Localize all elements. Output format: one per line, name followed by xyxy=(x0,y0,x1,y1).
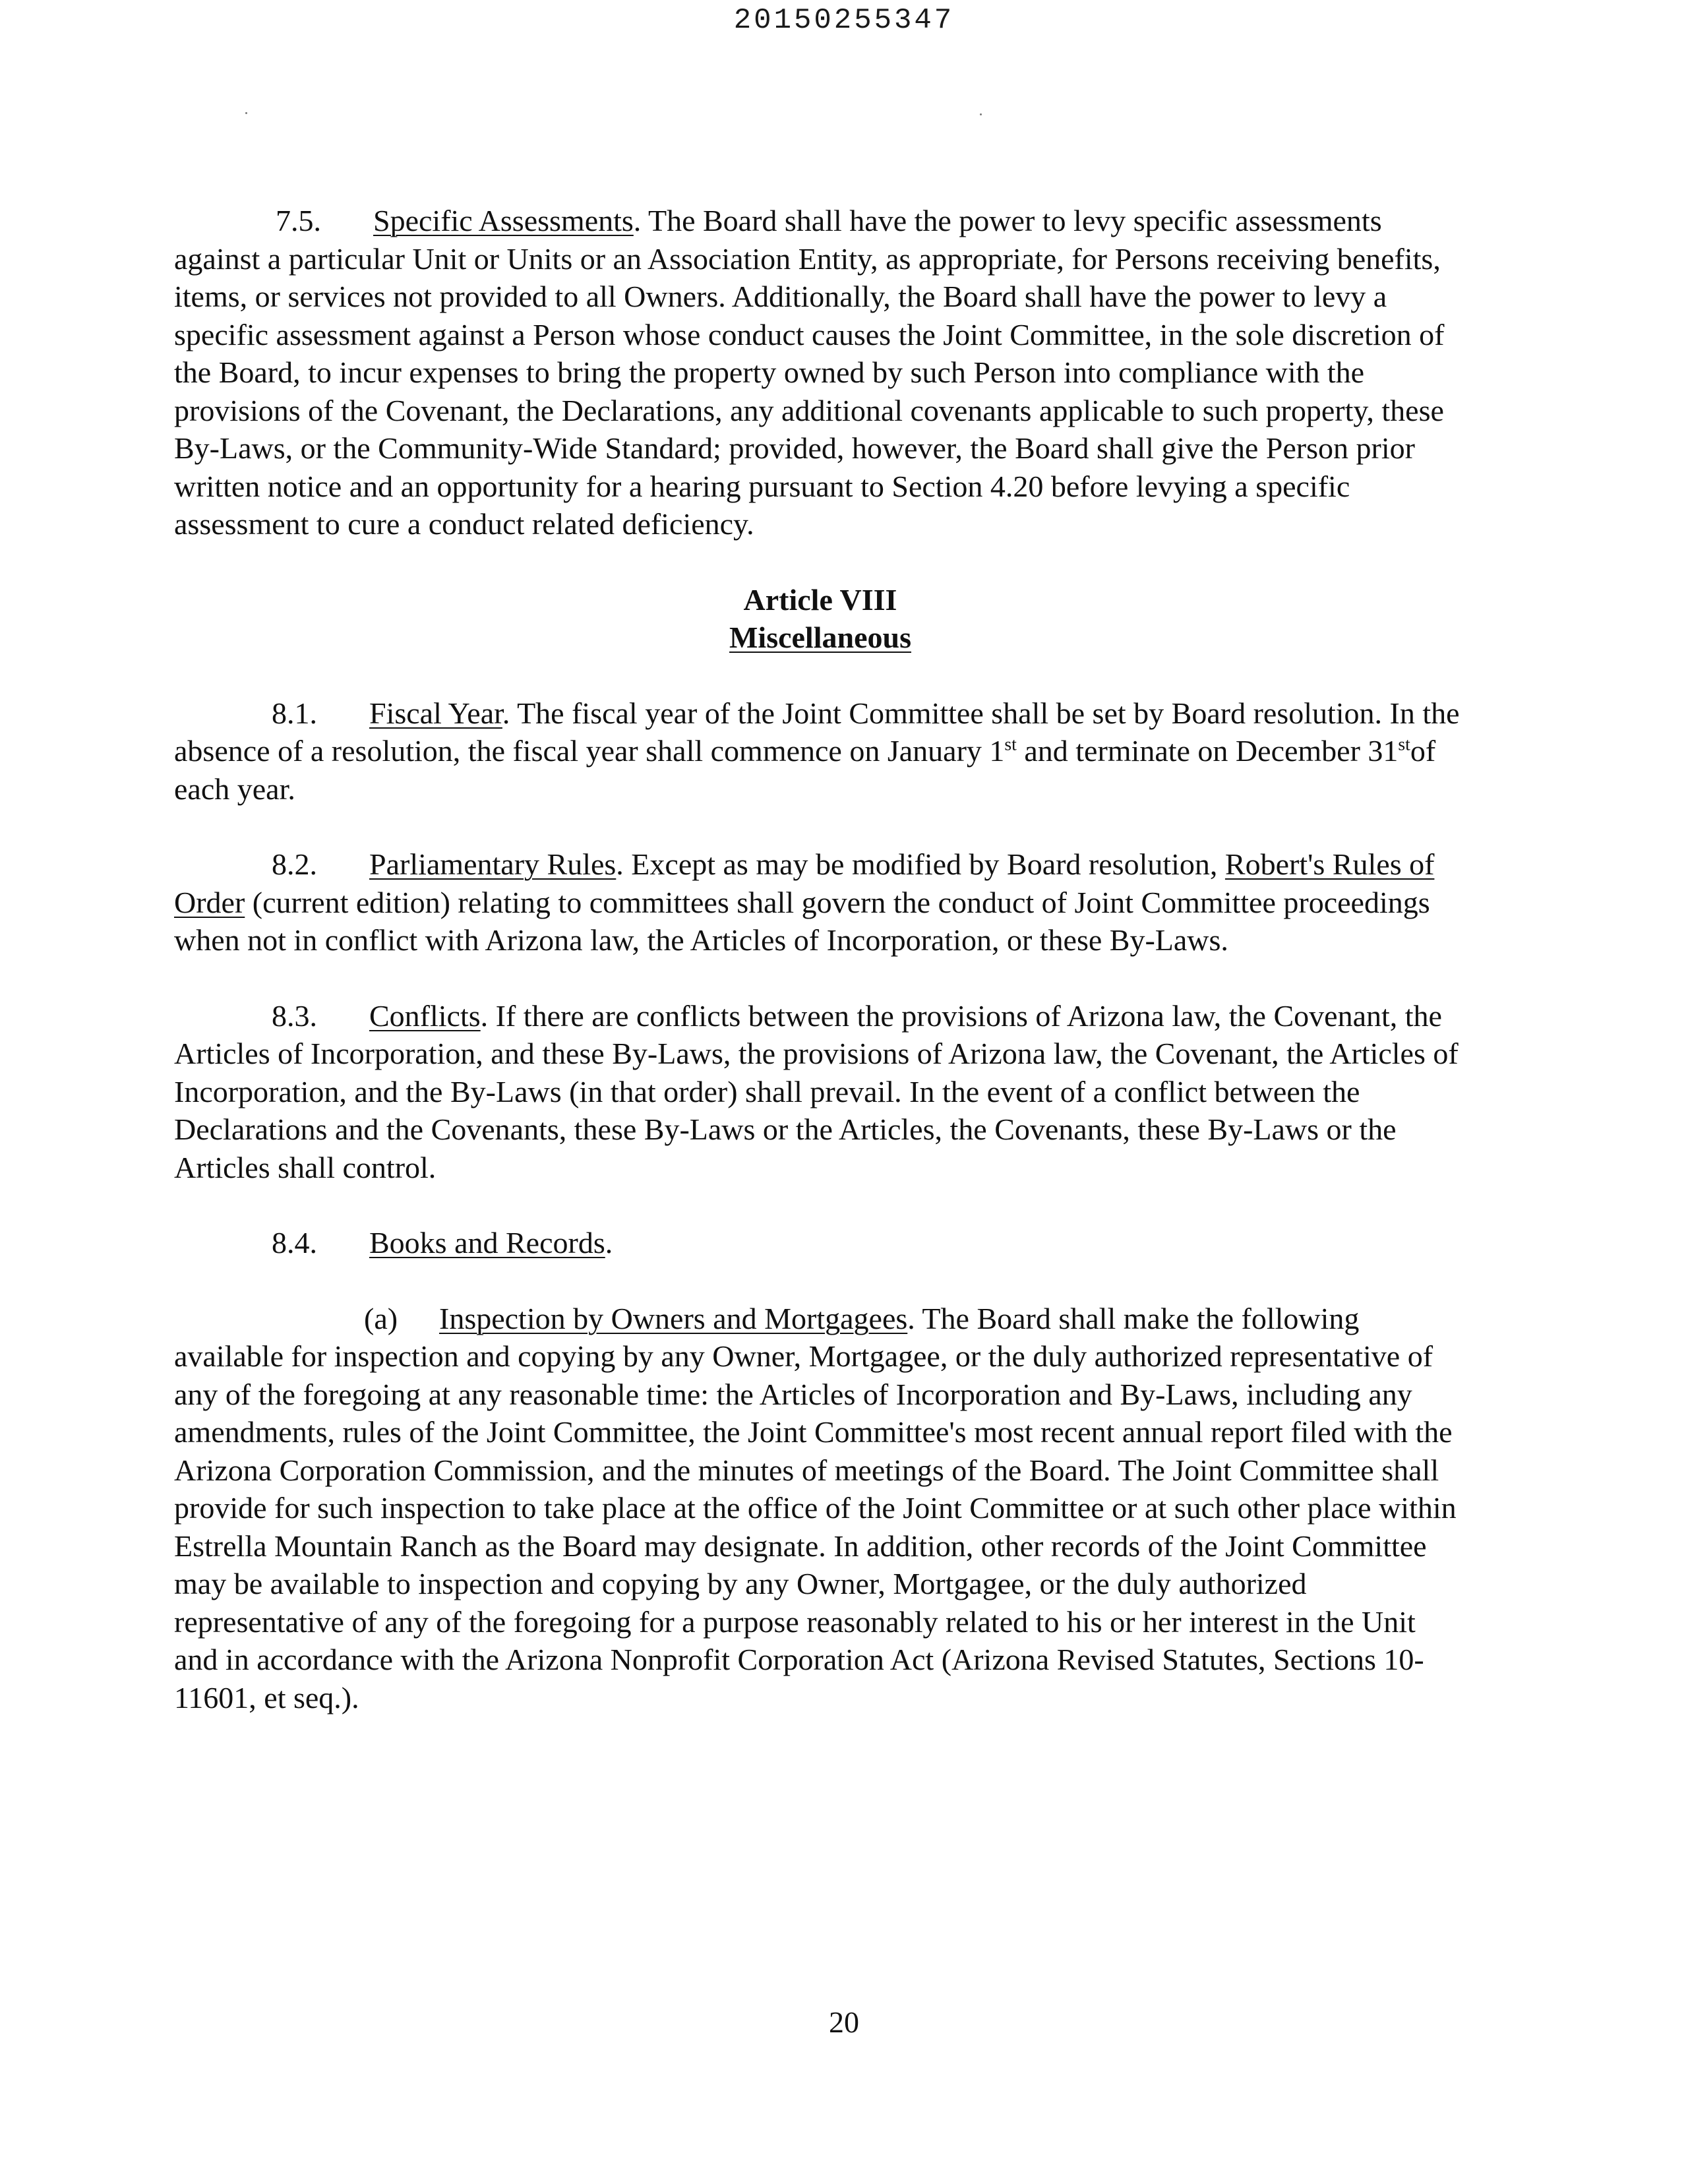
section-title: Conflicts xyxy=(369,998,481,1033)
section-text: . Except as may be modified by Board resolution, xyxy=(616,847,1225,881)
section-number: 8.1. xyxy=(272,696,317,730)
section-8-2 xyxy=(174,845,1466,959)
section-number: 8.2. xyxy=(272,847,317,881)
section-text: . The Board shall have the power to levy specific assessments against a particular Unit or Units or an Association Entity, as appropriate, for Persons receiving benefits, items, or services not provided to all Owners. Additionally, the Board shall have the power to levy a specific assessment against a Person whose conduct causes the Joint Committee, in the sole discretion of the Board, to incur expenses to bring the property owned by such Person into compliance with the provisions of the Covenant, the Declarations, any additional covenants applicable to such property, these By-Laws, or the Community-Wide Standard; provided, however, the Board shall give the Person prior written notice and an opportunity for a hearing pursuant to Section 4.20 before levying a specific assessment to cure a conduct related deficiency. xyxy=(174,204,1445,541)
section-text: . The fiscal year of the Joint Committee shall be set by Board resolution. In the absence of a resolution, the fiscal year shall commence on January 1 xyxy=(174,696,1460,768)
article-heading xyxy=(174,581,1466,657)
scan-speck xyxy=(980,113,982,115)
section-text: . If there are conflicts between the provisions of Arizona law, the Covenant, the Articles of Incorporation, and these By-Laws, the provisions of Arizona law, the Covenant, the Articles of Incorporation, and the By-Laws (in that order) shall prevail. In the event of a conflict between the Declarations and the Covenants, these By-Laws or the Articles, the Covenants, these By-Laws or the Articles shall control. xyxy=(174,998,1459,1184)
page-number: 20 xyxy=(829,2005,859,2039)
section-7-5 xyxy=(174,202,1466,543)
superscript: st xyxy=(1004,733,1017,754)
superscript: st xyxy=(1398,733,1410,754)
section-text: . xyxy=(605,1226,613,1259)
section-title: Books and Records xyxy=(369,1226,605,1259)
article-subtitle: Miscellaneous xyxy=(729,621,911,654)
section-text: (current edition) relating to committees shall govern the conduct of Joint Committee proceedings when not in conflict with Arizona law, the Articles of Incorporation, or these By-Laws. xyxy=(174,885,1430,957)
document-body xyxy=(174,202,1466,1754)
section-title: Specific Assessments xyxy=(373,204,634,237)
subsection-number: (a) xyxy=(364,1301,398,1335)
section-8-1 xyxy=(174,694,1466,808)
section-8-3 xyxy=(174,997,1466,1187)
section-text: and terminate on December 31 xyxy=(1016,734,1399,768)
section-number: 8.3. xyxy=(272,998,317,1033)
subsection-text: . The Board shall make the following available for inspection and copying by any Owner, Mortgagee, or the duly authorized representative of any of the foregoing at any reasonable time: the Articles of Incorporation and By-Laws, including any amendments, rules of the Joint Committee, the Joint Committee's most recent annual report filed with the Arizona Corporation Commission, and the minutes of meetings of the Board. The Joint Committee shall provide for such inspection to take place at the office of the Joint Committee or at such other place within Estrella Mountain Ranch as the Board may designate. In addition, other records of the Joint Committee may be available to inspection and copying by any Owner, Mortgagee, or the duly authorized representative of any of the foregoing for a purpose reasonably related to his or her interest in the Unit and in accordance with the Arizona Nonprofit Corporation Act (Arizona Revised Statutes, Sections 10-11601, et seq.). xyxy=(174,1301,1457,1714)
article-title: Article VIII xyxy=(743,582,897,617)
section-number: 7.5. xyxy=(276,204,321,237)
section-title: Parliamentary Rules xyxy=(369,847,617,881)
section-number: 8.4. xyxy=(272,1226,317,1259)
section-text: of each year. xyxy=(174,734,1436,806)
scan-speck xyxy=(245,112,247,114)
section-8-4 xyxy=(174,1224,1466,1262)
document-number: 20150255347 xyxy=(733,4,955,37)
section-title: Fiscal Year xyxy=(369,696,502,730)
section-8-4-a xyxy=(174,1300,1466,1717)
subsection-title: Inspection by Owners and Mortgagees xyxy=(439,1301,908,1335)
rules-reference: Robert's Rules of Order xyxy=(174,847,1435,919)
